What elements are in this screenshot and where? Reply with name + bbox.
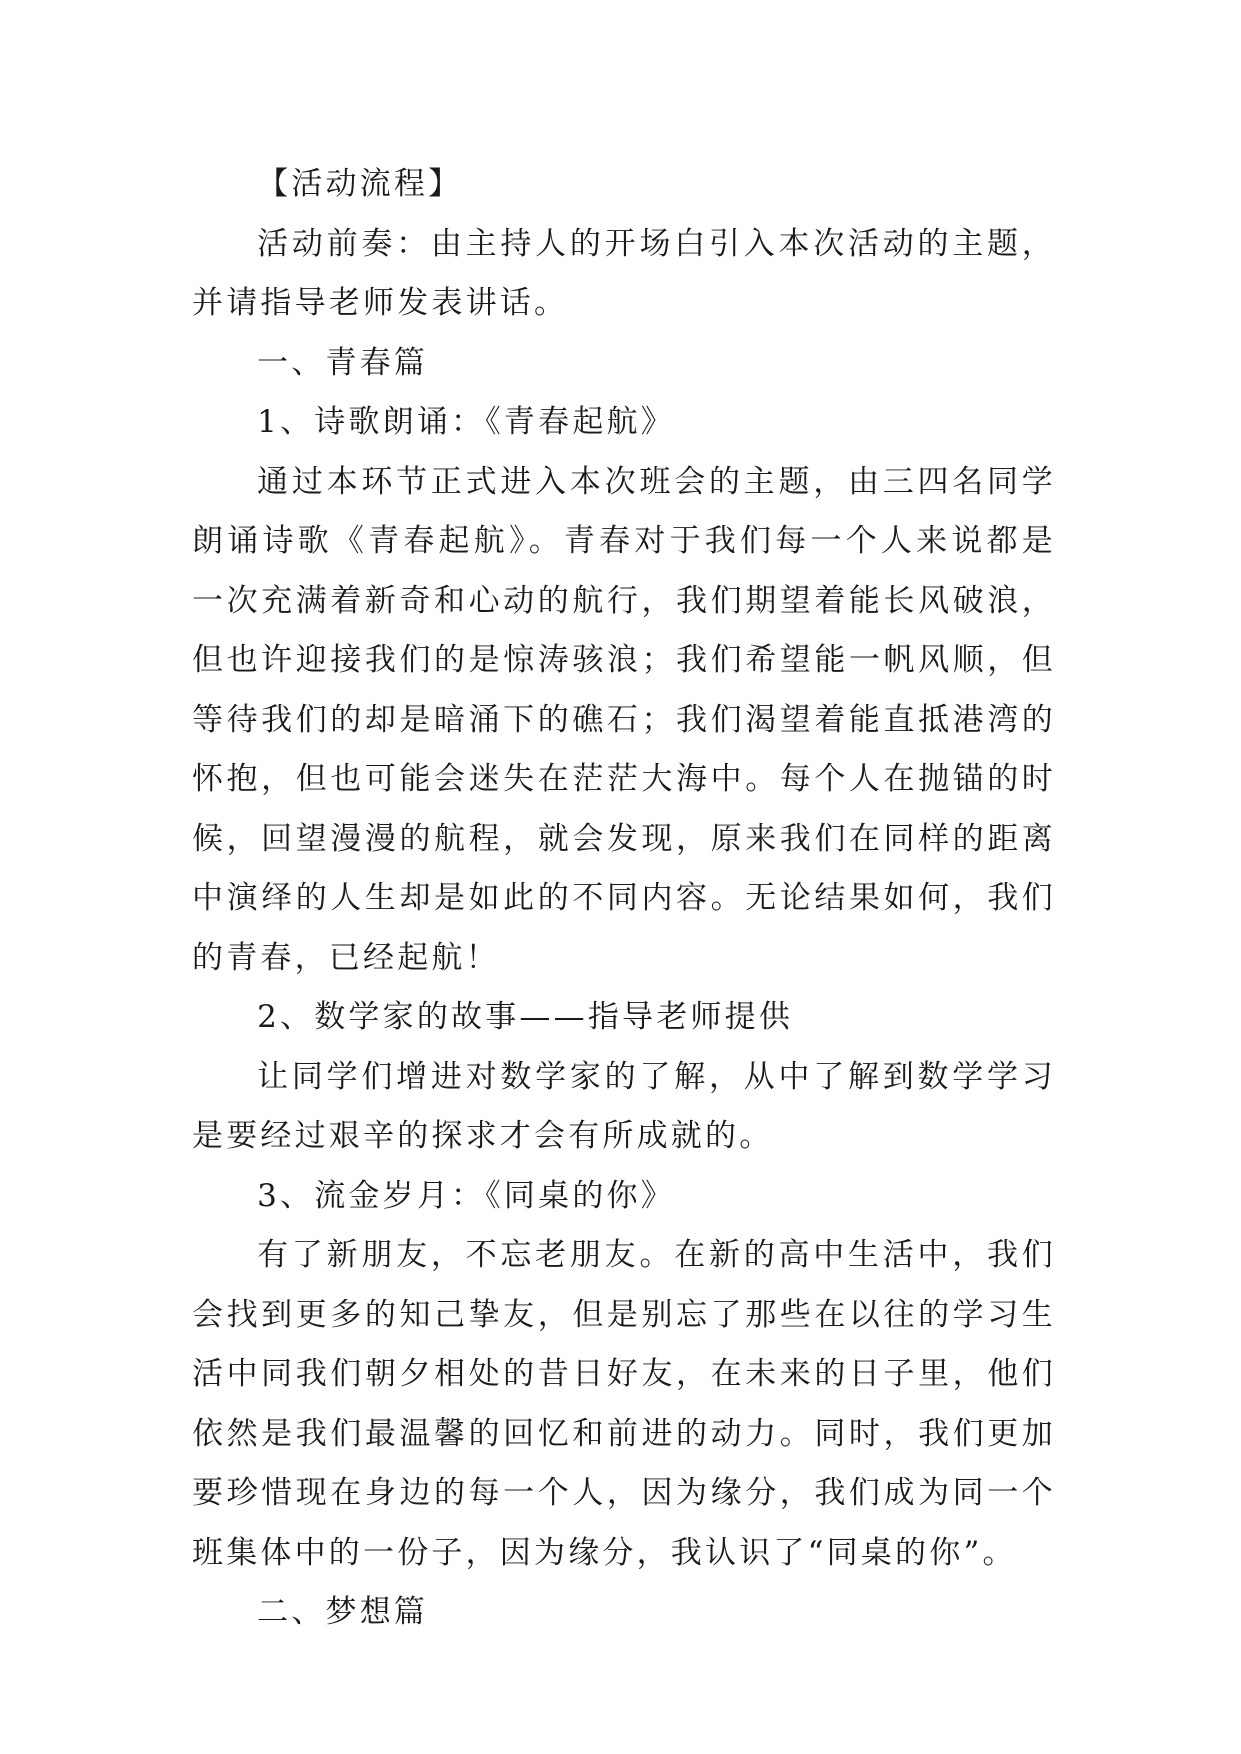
paragraph-prelude: 活动前奏：由主持人的开场白引入本次活动的主题，并请指导老师发表讲话。 bbox=[192, 225, 1056, 321]
document-page bbox=[192, 155, 1056, 1643]
paragraph-poem-description: 通过本环节正式进入本次班会的主题，由三四名同学朗诵诗歌《青春起航》。青春对于我们每一个人来说都是一次充满着新奇和心动的航行，我们期望着能长风破浪，但也许迎接我们的是惊涛骇浪；我们希望能一帆风顺，但等待我们的却是暗涌下的礁石；我们渴望着能直抵港湾的怀抱，但也可能会迷失在茫茫大海中。每个人在抛锚的时候，回望漫漫的航程，就会发现，原来我们在同样的距离中演绎的人生却是如此的不同内容。无论结果如何，我们的青春，已经起航！ bbox=[192, 463, 1056, 976]
item-heading-mathematician-story: 2、数学家的故事——指导老师提供 bbox=[257, 999, 794, 1035]
section-heading-youth: 一、青春篇 bbox=[257, 344, 429, 381]
paragraph-deskmate: 有了新朋友，不忘老朋友。在新的高中生活中，我们会找到更多的知己挚友，但是别忘了那些在以往的学习生活中同我们朝夕相处的昔日好友，在未来的日子里，他们依然是我们最温馨的回忆和前进的动力。同时，我们更加要珍惜现在身边的每一个人，因为缘分，我们成为同一个班集体中的一份子，因为缘分，我认识了“同桌的你”。 bbox=[192, 1237, 1056, 1571]
item-heading-poem: 1、诗歌朗诵：《青春起航》 bbox=[257, 404, 675, 440]
item-heading-deskmate: 3、流金岁月：《同桌的你》 bbox=[257, 1177, 675, 1214]
section-title-activity-flow: 【活动流程】 bbox=[257, 166, 463, 202]
paragraph-mathematician-story: 让同学们增进对数学家的了解，从中了解到数学学习是要经过艰辛的探求才会有所成就的。 bbox=[192, 1058, 1056, 1154]
section-heading-dream: 二、梦想篇 bbox=[257, 1594, 429, 1630]
